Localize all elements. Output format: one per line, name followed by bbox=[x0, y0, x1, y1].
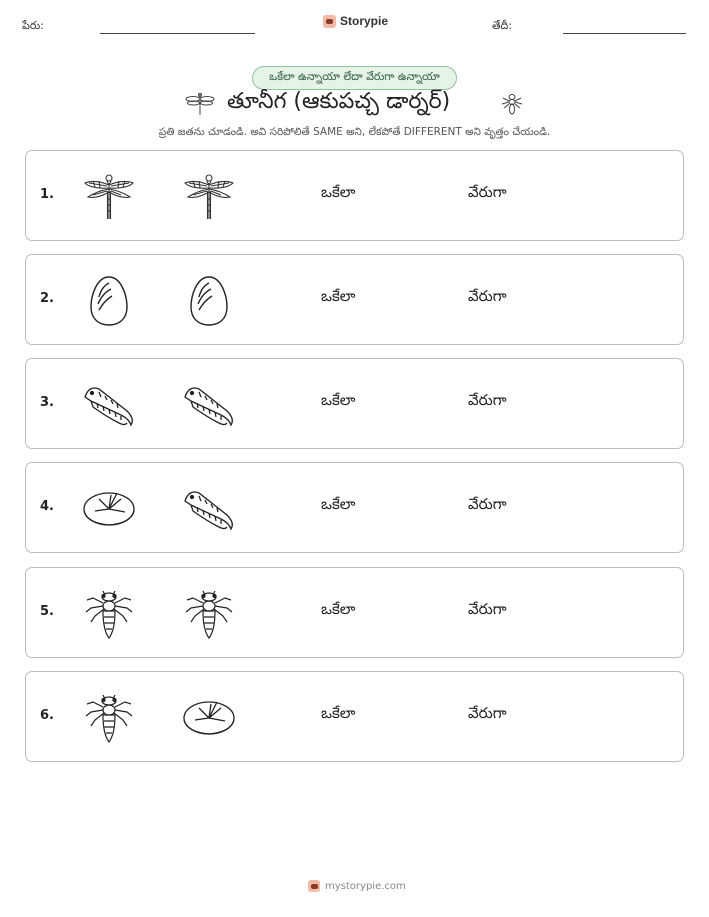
different-option[interactable]: వేరుగా bbox=[468, 287, 507, 305]
jaw-icon bbox=[181, 377, 237, 433]
question-number: 3. bbox=[40, 395, 54, 410]
date-label: తేదీ: bbox=[492, 19, 513, 32]
question-row-4 bbox=[25, 462, 684, 553]
footer-url[interactable]: mystorypie.com bbox=[325, 880, 406, 892]
egg-icon bbox=[181, 273, 237, 329]
question-number: 5. bbox=[40, 604, 54, 619]
nymph-icon bbox=[496, 92, 528, 116]
same-option[interactable]: ఒకేలా bbox=[321, 600, 356, 618]
different-option[interactable]: వేరుగా bbox=[468, 495, 507, 513]
nymph-icon bbox=[81, 690, 137, 746]
dragonfly-icon bbox=[181, 169, 237, 225]
date-line[interactable] bbox=[563, 33, 686, 34]
jaw-icon bbox=[81, 377, 137, 433]
storypie-logo-icon bbox=[308, 880, 320, 892]
different-option[interactable]: వేరుగా bbox=[468, 704, 507, 722]
question-number: 1. bbox=[40, 187, 54, 202]
different-option[interactable]: వేరుగా bbox=[468, 391, 507, 409]
different-option[interactable]: వేరుగా bbox=[468, 600, 507, 618]
footer bbox=[308, 880, 406, 892]
question-row-1 bbox=[25, 150, 684, 241]
same-option[interactable]: ఒకేలా bbox=[321, 704, 356, 722]
dragonfly-icon bbox=[81, 169, 137, 225]
question-number: 2. bbox=[40, 291, 54, 306]
page-title: తూనీగ (ఆకుపచ్చ డార్నర్) bbox=[227, 89, 451, 114]
question-number: 4. bbox=[40, 499, 54, 514]
same-option[interactable]: ఒకేలా bbox=[321, 495, 356, 513]
question-row-3 bbox=[25, 358, 684, 449]
activity-badge: ఒకేలా ఉన్నాయా లేదా వేరుగా ఉన్నాయా bbox=[252, 66, 457, 90]
instructions: ప్రతి జతను చూడండి. అవి సరిపోలితే SAME అని, లేకపోతే DIFFERENT అని వృత్తం చేయండి. bbox=[158, 126, 551, 138]
name-line[interactable] bbox=[100, 33, 255, 34]
nymph-icon bbox=[181, 586, 237, 642]
nymph-icon bbox=[81, 586, 137, 642]
storypie-logo-icon bbox=[323, 15, 336, 28]
question-row-6 bbox=[25, 671, 684, 762]
question-number: 6. bbox=[40, 708, 54, 723]
same-option[interactable]: ఒకేలా bbox=[321, 287, 356, 305]
same-option[interactable]: ఒకేలా bbox=[321, 183, 356, 201]
brand-name: Storypie bbox=[340, 14, 389, 28]
lily-pad-icon bbox=[81, 481, 137, 537]
egg-icon bbox=[81, 273, 137, 329]
same-option[interactable]: ఒకేలా bbox=[321, 391, 356, 409]
different-option[interactable]: వేరుగా bbox=[468, 183, 507, 201]
name-label: పేరు: bbox=[22, 19, 44, 32]
question-row-5 bbox=[25, 567, 684, 658]
jaw-icon bbox=[181, 481, 237, 537]
lily-pad-icon bbox=[181, 690, 237, 746]
question-row-2 bbox=[25, 254, 684, 345]
dragonfly-icon bbox=[184, 92, 216, 116]
brand bbox=[323, 14, 388, 28]
